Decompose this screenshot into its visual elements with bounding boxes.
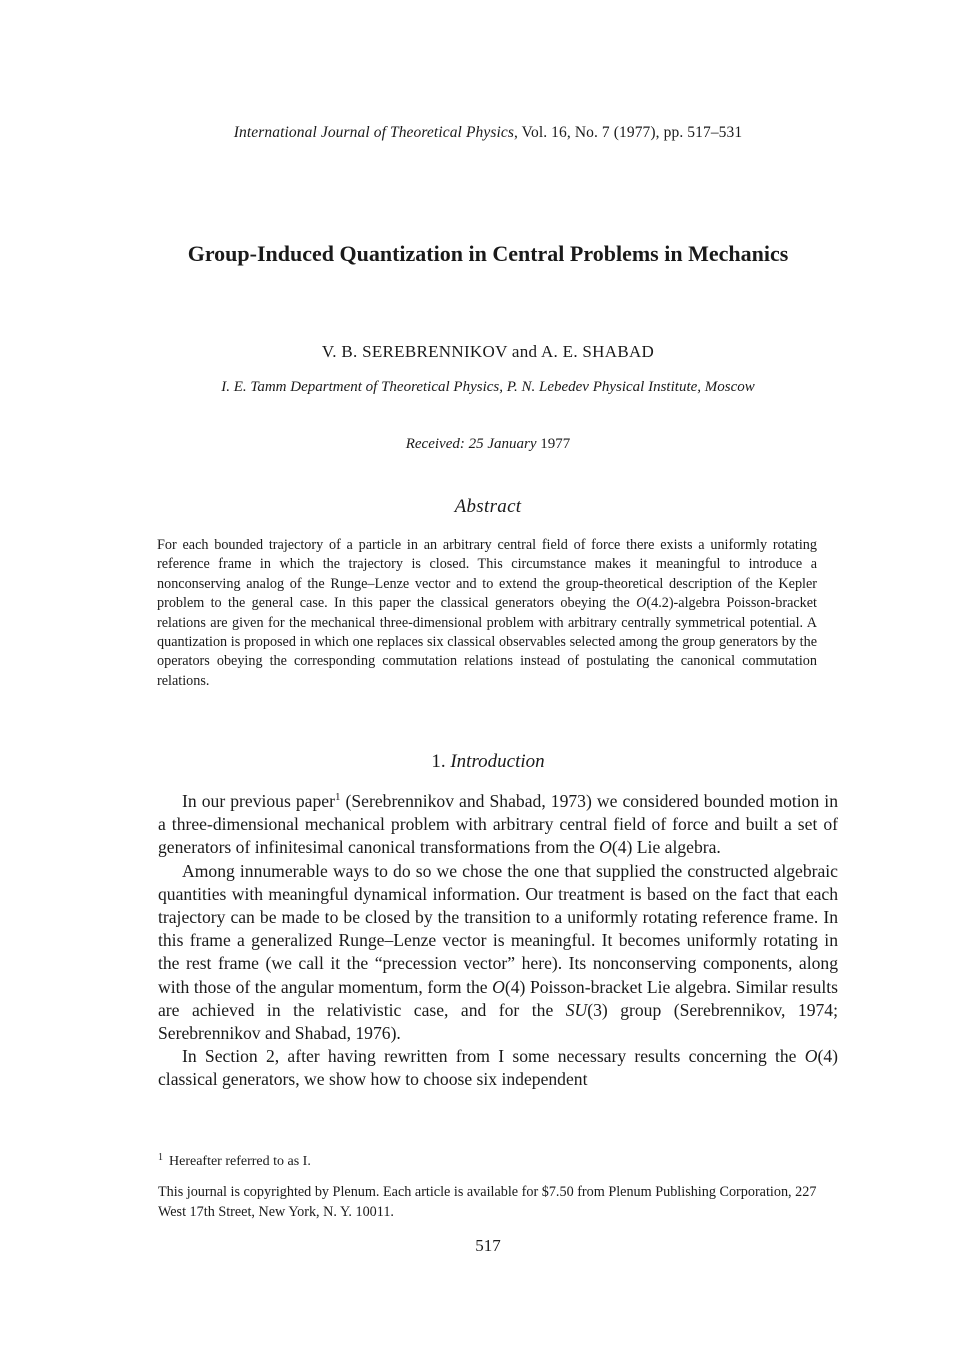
received-date xyxy=(0,436,976,453)
section-number: 1. xyxy=(431,751,446,772)
paragraph-1 xyxy=(158,786,838,860)
abstract-text-part-2: (4.2)-algebra Poisson-bracket relations are given for the mechanical three-dimensional problem with arbitrary centrally symmetrical potential. A quantization is proposed in which one replaces six classical observables selected among the group generators by the operators obeying the corresponding commutation relations instead of postulating the canonical commutation relations. xyxy=(157,595,817,689)
p2-math-2: SU xyxy=(565,999,588,1020)
abstract-text xyxy=(157,536,817,691)
section-title: Introduction xyxy=(450,751,545,772)
received-label: Received: xyxy=(405,436,465,452)
section-heading xyxy=(0,751,976,773)
footnote-text: Hereafter referred to as I. xyxy=(169,1154,311,1169)
p1-math: O xyxy=(599,837,612,858)
journal-details: , Vol. 16, No. 7 (1977), pp. 517–531 xyxy=(514,124,743,141)
abstract-heading: Abstract xyxy=(454,496,522,517)
footnote-ref: 1 xyxy=(334,791,341,803)
abstract-text-part-1: For each bounded trajectory of a particle in an arbitrary central field of force there exists a uniformly rotating reference frame in which the trajectory is closed. This circumstance makes it meaningful to introduce a nonconserving analog of the Runge–Lenze vector and to extend the group-theoretical description of the Kepler problem to the general case. In this paper the classical generators obeying the xyxy=(157,537,817,612)
page-number: 517 xyxy=(475,1236,501,1255)
footnote-mark: 1 xyxy=(158,1152,163,1163)
p3-text-a: In Section 2, after having rewritten from I some necessary results concerning the xyxy=(182,1046,805,1067)
p3-math: O xyxy=(804,1046,818,1067)
received-day-month: 25 January xyxy=(468,436,537,452)
paragraph-2 xyxy=(158,860,838,1046)
p1-text-a: In our previous paper xyxy=(182,791,335,811)
p3-text-b: (4) classical generators, we show how to choose six independent xyxy=(158,1046,838,1090)
paragraph-3 xyxy=(158,1045,838,1091)
paper-title: Group-Induced Quantization in Central Problems in Mechanics xyxy=(187,241,789,266)
p2-math-1: O xyxy=(492,976,505,997)
affiliation: I. E. Tamm Department of Theoretical Physics, P. N. Lebedev Physical Institute, Moscow xyxy=(221,379,755,395)
p2-text-a: Among innumerable ways to do so we chose the one that supplied the constructed algebraic quantities with meaningful dynamical information. Our treatment is based on the fact that each trajectory can be made to be closed by the transition to a uniformly rotating reference frame. In this frame a generalized Runge–Lenze vector is meaningful. It becomes uniformly rotating in the rest frame (we call it the “precession vector” here). Its nonconserving components, along with those of the angular momentum, form the xyxy=(158,860,838,997)
authors: V. B. SEREBRENNIKOV and A. E. SHABAD xyxy=(321,342,655,361)
p2-text-c: (3) group (Serebrennikov, 1974; Serebrennikov and Shabad, 1976). xyxy=(158,999,838,1044)
received-year: 1977 xyxy=(540,436,571,452)
p2-text-b: (4) Poisson-bracket Lie algebra. Similar results are achieved in the relativistic case, and for the xyxy=(158,976,838,1020)
copyright-notice: This journal is copyrighted by Plenum. Each article is available for $7.50 from Plenum Publishing Corporation, 227 West 17th Street, New York, N. Y. 10011. xyxy=(158,1184,817,1220)
journal-citation xyxy=(0,124,976,142)
abstract-math-o: O xyxy=(636,595,647,612)
footnote xyxy=(158,1152,838,1170)
body-text xyxy=(158,786,838,1092)
p1-text-c: (4) Lie algebra. xyxy=(611,837,721,858)
p1-text-b: (Serebrennikov and Shabad, 1973) we considered bounded motion in a three-dimensional mechanical problem with arbitrary central field of force and built a set of generators of infinitesimal canonical transformations from the xyxy=(158,791,838,858)
journal-name: International Journal of Theoretical Physics xyxy=(233,124,514,141)
